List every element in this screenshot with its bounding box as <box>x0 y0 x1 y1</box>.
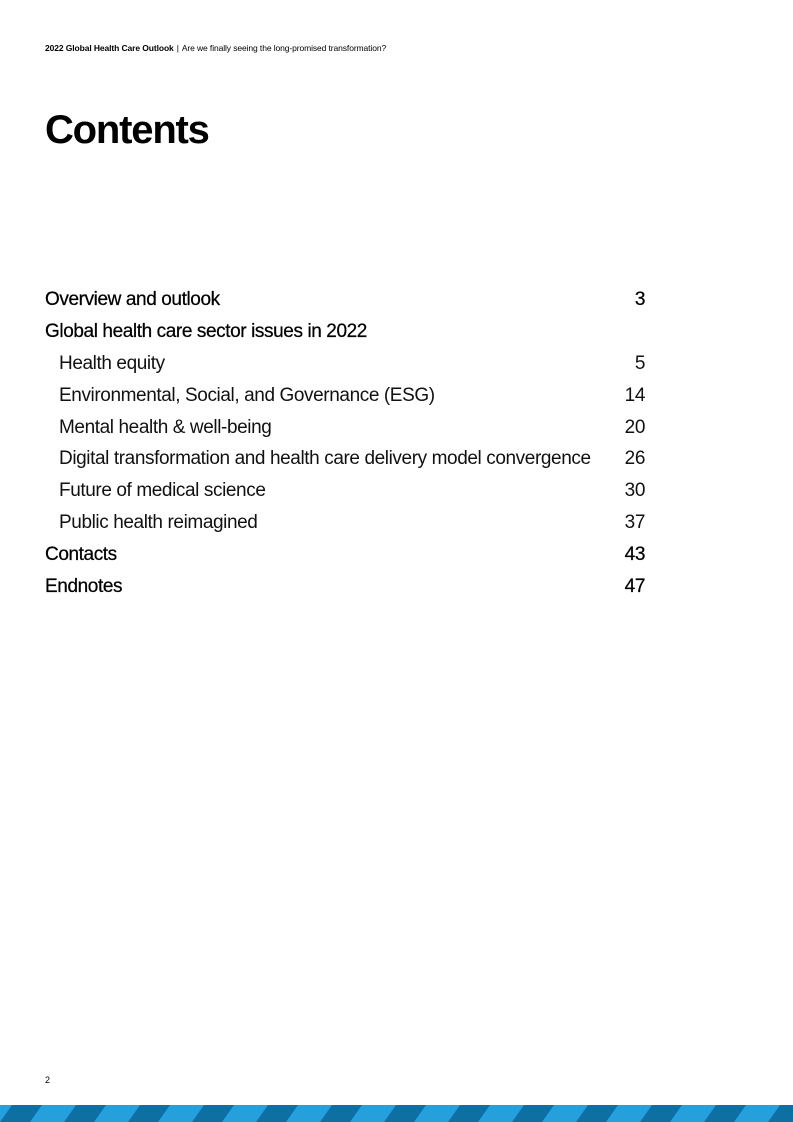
toc-entry-endnotes[interactable] <box>45 571 645 603</box>
toc-entry-label: Health equity <box>59 352 165 374</box>
toc-entry-page: 3 <box>634 289 645 310</box>
toc-entry-digital-transformation[interactable] <box>45 443 645 475</box>
footer-stripe-band <box>0 1105 793 1122</box>
toc-entry-label: Mental health & well-being <box>59 416 272 438</box>
toc-entry-public-health[interactable] <box>45 507 645 539</box>
toc-entry-overview[interactable] <box>45 284 645 316</box>
toc-entry-label: Public health reimagined <box>59 512 258 534</box>
toc-entry-sector-issues[interactable] <box>45 316 645 348</box>
toc-entry-page: 43 <box>624 544 645 566</box>
toc-entry-contacts[interactable] <box>45 539 645 571</box>
toc-entry-page: 30 <box>624 480 645 502</box>
toc-entry-esg[interactable] <box>45 380 645 412</box>
toc-entry-label: Overview and outlook <box>45 289 220 310</box>
toc-entry-page: 20 <box>624 416 645 438</box>
toc-entry-health-equity[interactable] <box>45 348 645 380</box>
page-title: Contents <box>45 108 209 152</box>
toc-entry-page: 5 <box>634 352 645 374</box>
toc-entry-label: Global health care sector issues in 2022 <box>45 320 367 342</box>
toc-entry-label: Endnotes <box>45 576 123 598</box>
toc-entry-page: 14 <box>624 384 645 406</box>
header-separator: | <box>176 43 179 53</box>
toc-entry-page: 37 <box>624 512 645 534</box>
toc-entry-label: Digital transformation and health care delivery model convergence <box>59 448 591 470</box>
report-subtitle: Are we finally seeing the long-promised transformation? <box>181 43 387 53</box>
table-of-contents <box>45 284 645 603</box>
toc-entry-label: Contacts <box>45 544 117 566</box>
toc-entry-label: Environmental, Social, and Governance (ESG) <box>59 384 435 406</box>
toc-entry-label: Future of medical science <box>59 480 266 502</box>
running-header <box>45 43 386 53</box>
toc-entry-page: 26 <box>624 448 645 470</box>
toc-entry-medical-science[interactable] <box>45 475 645 507</box>
toc-entry-page: 47 <box>624 576 645 598</box>
page-number: 2 <box>45 1075 51 1085</box>
toc-entry-mental-health[interactable] <box>45 412 645 444</box>
report-title: 2022 Global Health Care Outlook <box>45 43 174 53</box>
